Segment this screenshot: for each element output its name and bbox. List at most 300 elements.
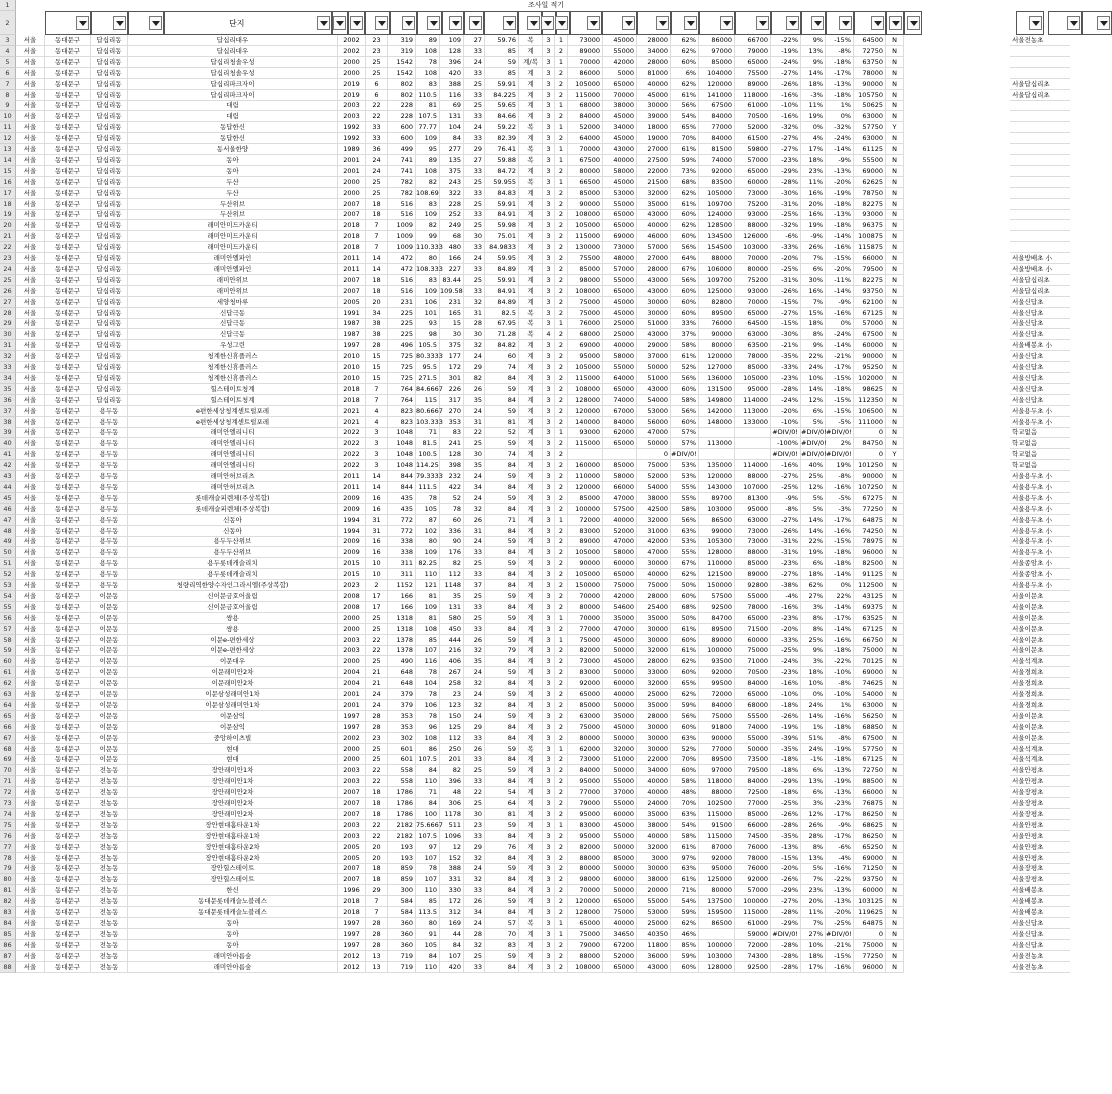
table-cell[interactable]: 계 (519, 700, 543, 711)
table-cell[interactable]: -32% (771, 220, 801, 231)
table-cell[interactable]: 60% (671, 297, 699, 308)
table-cell[interactable]: 306 (440, 798, 464, 809)
table-cell[interactable]: 61% (671, 144, 699, 155)
table-cell[interactable]: 이문동 (91, 754, 128, 765)
table-cell[interactable]: 45000 (637, 90, 671, 101)
table-cell[interactable]: N (886, 722, 904, 733)
table-cell[interactable]: 80000 (568, 863, 603, 874)
table-cell[interactable]: N (886, 711, 904, 722)
table-cell[interactable]: 3 (543, 220, 555, 231)
table-cell[interactable]: 77000 (568, 624, 603, 635)
table-cell[interactable]: 15% (801, 308, 826, 319)
table-cell[interactable]: 67500 (854, 329, 886, 340)
table-cell[interactable]: 80000 (568, 602, 603, 613)
table-cell[interactable]: 116 (416, 656, 440, 667)
table-cell[interactable]: 3 (543, 340, 555, 351)
table-cell[interactable]: 18% (801, 569, 826, 580)
table-cell[interactable]: 이문동 (91, 602, 128, 613)
table-cell[interactable]: 동대문구 (45, 220, 91, 231)
table-cell[interactable]: 1 (555, 144, 568, 155)
table-cell[interactable]: 66700 (735, 35, 771, 46)
table-cell[interactable]: 420 (440, 962, 464, 973)
table-cell[interactable]: 74250 (854, 526, 886, 537)
table-cell[interactable]: 42000 (637, 536, 671, 547)
table-cell[interactable]: 신동아 (128, 526, 338, 537)
table-cell[interactable]: 107000 (735, 482, 771, 493)
table-cell[interactable]: 24 (366, 700, 388, 711)
table-cell[interactable]: 33 (464, 188, 485, 199)
table-cell[interactable]: 28 (366, 722, 388, 733)
table-cell[interactable]: 54000 (854, 689, 886, 700)
table-cell[interactable]: 331 (440, 874, 464, 885)
table-cell[interactable]: 2018 (338, 384, 366, 395)
table-cell[interactable]: 3 (543, 689, 555, 700)
table-cell[interactable]: 64% (671, 253, 699, 264)
table-cell[interactable]: 14 (366, 253, 388, 264)
table-cell[interactable]: 20% (801, 896, 826, 907)
table-cell[interactable]: 84.72 (485, 166, 519, 177)
table-cell[interactable]: 서울용두초 小 (1010, 471, 1070, 482)
table-cell[interactable]: 71 (485, 515, 519, 526)
table-cell[interactable]: 232 (440, 471, 464, 482)
table-cell[interactable]: 82 (440, 558, 464, 569)
table-cell[interactable]: -29% (771, 885, 801, 896)
table-cell[interactable]: 59 (485, 613, 519, 624)
table-cell[interactable]: 36000 (637, 951, 671, 962)
table-cell[interactable]: 동대문구 (45, 831, 91, 842)
table-cell[interactable]: 67125 (854, 624, 886, 635)
table-cell[interactable]: 114000 (735, 395, 771, 406)
table-cell[interactable]: 13 (366, 951, 388, 962)
table-cell[interactable]: 3 (543, 188, 555, 199)
table-cell[interactable]: 47000 (603, 624, 637, 635)
table-cell[interactable]: 782 (388, 177, 416, 188)
table-cell[interactable]: 64875 (854, 515, 886, 526)
table-cell[interactable]: 25 (464, 438, 485, 449)
table-cell[interactable]: 1987 (338, 329, 366, 340)
table-cell[interactable]: 38 (366, 318, 388, 329)
table-cell[interactable]: 계 (519, 79, 543, 90)
table-cell[interactable]: 전농동 (91, 809, 128, 820)
table-cell[interactable]: 73000 (735, 536, 771, 547)
table-cell[interactable]: 1994 (338, 515, 366, 526)
filter-dropdown-button[interactable] (113, 16, 126, 30)
table-cell[interactable]: 43000 (637, 384, 671, 395)
table-cell[interactable]: 56% (671, 711, 699, 722)
table-cell[interactable]: 53% (671, 536, 699, 547)
table-cell[interactable]: 62% (801, 580, 826, 591)
table-cell[interactable]: N (886, 536, 904, 547)
table-cell[interactable]: N (886, 57, 904, 68)
table-cell[interactable]: -24% (771, 57, 801, 68)
table-cell[interactable]: 3 (543, 711, 555, 722)
table-cell[interactable]: 25 (464, 177, 485, 188)
table-cell[interactable]: N (886, 35, 904, 46)
table-cell[interactable]: 166 (388, 591, 416, 602)
table-cell[interactable]: 2019 (338, 79, 366, 90)
table-cell[interactable]: -22% (771, 35, 801, 46)
table-cell[interactable]: 계 (519, 798, 543, 809)
table-cell[interactable]: -16% (826, 482, 854, 493)
table-cell[interactable]: -16% (826, 711, 854, 722)
table-cell[interactable]: -20% (826, 907, 854, 918)
table-cell[interactable]: 59800 (735, 144, 771, 155)
table-cell[interactable]: 110000 (699, 558, 735, 569)
row-header-42[interactable]: 42 (0, 460, 16, 471)
table-cell[interactable]: 2000 (338, 188, 366, 199)
table-cell[interactable]: 서울장평초 (1010, 874, 1070, 885)
table-cell[interactable]: 84000 (699, 700, 735, 711)
table-cell[interactable]: 62% (671, 689, 699, 700)
table-cell[interactable]: 102000 (854, 373, 886, 384)
table-cell[interactable]: 3 (543, 645, 555, 656)
table-cell[interactable]: 계 (519, 133, 543, 144)
table-cell[interactable]: 3 (543, 962, 555, 973)
table-cell[interactable]: 3 (543, 907, 555, 918)
table-cell[interactable]: 서울 (16, 602, 45, 613)
table-cell[interactable]: -13% (826, 885, 854, 896)
table-cell[interactable]: 27 (464, 35, 485, 46)
table-cell[interactable]: 2003 (338, 645, 366, 656)
table-cell[interactable]: 25% (801, 471, 826, 482)
table-cell[interactable]: 동대문구 (45, 569, 91, 580)
table-cell[interactable]: 62% (671, 656, 699, 667)
table-cell[interactable]: 3 (543, 569, 555, 580)
table-cell[interactable]: -28% (771, 940, 801, 951)
table-cell[interactable]: 89500 (699, 308, 735, 319)
row-header-84[interactable]: 84 (0, 918, 16, 929)
table-cell[interactable]: 2 (555, 580, 568, 591)
table-cell[interactable]: 용두동 (91, 406, 128, 417)
table-cell[interactable]: 84.83 (485, 188, 519, 199)
table-cell[interactable]: 2010 (338, 362, 366, 373)
table-cell[interactable]: 70500 (735, 111, 771, 122)
table-cell[interactable]: #DIV/0! (826, 427, 854, 438)
table-cell[interactable]: 서울 (16, 863, 45, 874)
table-cell[interactable]: 40000 (637, 79, 671, 90)
table-cell[interactable]: 88000 (699, 787, 735, 798)
table-cell[interactable]: N (886, 111, 904, 122)
table-cell[interactable]: 115000 (568, 90, 603, 101)
table-cell[interactable]: 17% (801, 144, 826, 155)
table-cell[interactable]: 계 (519, 471, 543, 482)
table-cell[interactable]: -16% (826, 242, 854, 253)
row-header-29[interactable]: 29 (0, 318, 16, 329)
table-cell[interactable]: N (886, 504, 904, 515)
table-cell[interactable]: 93 (416, 318, 440, 329)
table-cell[interactable]: 34 (464, 482, 485, 493)
table-cell[interactable]: 전농동 (91, 798, 128, 809)
table-cell[interactable]: 375 (440, 340, 464, 351)
row-header-58[interactable]: 58 (0, 635, 16, 646)
table-cell[interactable]: 63000 (854, 111, 886, 122)
table-cell[interactable]: 216 (440, 645, 464, 656)
table-cell[interactable]: 73% (671, 166, 699, 177)
table-cell[interactable]: 3 (366, 460, 388, 471)
table-cell[interactable]: 23 (464, 820, 485, 831)
table-cell[interactable]: -18% (826, 754, 854, 765)
table-cell[interactable]: 22% (826, 591, 854, 602)
table-cell[interactable]: 84000 (735, 678, 771, 689)
table-cell[interactable]: 102 (416, 526, 440, 537)
table-cell[interactable]: 2004 (338, 667, 366, 678)
table-cell[interactable]: 19000 (637, 133, 671, 144)
table-cell[interactable]: 동대문구 (45, 482, 91, 493)
table-cell[interactable]: 3 (543, 940, 555, 951)
table-cell[interactable]: 73000 (568, 35, 603, 46)
table-cell[interactable]: 2000 (338, 177, 366, 188)
table-cell[interactable]: 서울용두초 小 (1010, 547, 1070, 558)
table-cell[interactable] (1010, 177, 1070, 188)
table-cell[interactable]: 81 (416, 100, 440, 111)
table-cell[interactable]: -28% (771, 384, 801, 395)
table-cell[interactable]: -16% (826, 863, 854, 874)
filter-dropdown-button[interactable] (527, 16, 540, 30)
table-cell[interactable]: 176 (440, 547, 464, 558)
table-cell[interactable]: 64 (485, 798, 519, 809)
table-cell[interactable]: 8% (801, 329, 826, 340)
table-cell[interactable]: N (886, 798, 904, 809)
table-cell[interactable]: N (886, 264, 904, 275)
table-cell[interactable]: 서울이문초 (1010, 613, 1070, 624)
table-cell[interactable]: 330 (440, 885, 464, 896)
table-cell[interactable]: 76000 (568, 318, 603, 329)
table-cell[interactable]: 258 (440, 678, 464, 689)
table-cell[interactable]: 80000 (568, 166, 603, 177)
row-header-36[interactable]: 36 (0, 395, 16, 406)
table-cell[interactable]: 25 (464, 613, 485, 624)
table-cell[interactable]: N (886, 318, 904, 329)
table-cell[interactable]: -17% (826, 831, 854, 842)
table-cell[interactable]: 60000 (603, 809, 637, 820)
table-cell[interactable]: 32000 (603, 744, 637, 755)
table-cell[interactable]: 88000 (699, 253, 735, 264)
table-cell[interactable]: 3 (543, 449, 555, 460)
table-cell[interactable]: 65000 (568, 689, 603, 700)
table-cell[interactable]: 2012 (338, 962, 366, 973)
table-cell[interactable]: -27% (771, 133, 801, 144)
table-cell[interactable]: 77.77 (416, 122, 440, 133)
table-cell[interactable]: 40000 (603, 515, 637, 526)
table-cell[interactable]: 계 (519, 591, 543, 602)
table-cell[interactable]: 61% (671, 199, 699, 210)
table-cell[interactable]: 이문동 (91, 733, 128, 744)
table-cell[interactable]: 25000 (603, 318, 637, 329)
table-cell[interactable]: 동대문구 (45, 318, 91, 329)
table-cell[interactable]: -9% (826, 297, 854, 308)
table-cell[interactable]: 59% (671, 155, 699, 166)
table-cell[interactable]: 62625 (854, 177, 886, 188)
table-cell[interactable]: 580 (440, 613, 464, 624)
table-cell[interactable]: N (886, 79, 904, 90)
table-cell[interactable]: 3 (543, 133, 555, 144)
table-cell[interactable]: -19% (771, 722, 801, 733)
table-cell[interactable]: 66500 (568, 177, 603, 188)
table-cell[interactable]: 103.333 (416, 417, 443, 426)
table-cell[interactable]: 계 (519, 493, 543, 504)
table-cell[interactable]: 149800 (699, 395, 735, 406)
row-header-63[interactable]: 63 (0, 689, 16, 700)
table-cell[interactable]: 600 (388, 122, 416, 133)
table-cell[interactable]: 59 (485, 896, 519, 907)
table-cell[interactable]: 25 (464, 951, 485, 962)
table-cell[interactable]: 15 (366, 373, 388, 384)
row-header-87[interactable]: 87 (0, 951, 16, 962)
table-cell[interactable]: N (886, 580, 904, 591)
table-cell[interactable]: 서울 (16, 264, 45, 275)
table-cell[interactable]: N (886, 209, 904, 220)
table-cell[interactable]: 이문e-편한세상 (128, 645, 338, 656)
table-cell[interactable]: 63% (671, 809, 699, 820)
table-cell[interactable]: 84 (485, 722, 519, 733)
table-cell[interactable]: -18% (826, 199, 854, 210)
table-cell[interactable]: 22000 (637, 754, 671, 765)
table-cell[interactable]: -25% (771, 645, 801, 656)
table-cell[interactable]: 123 (440, 700, 464, 711)
table-cell[interactable]: 96375 (854, 220, 886, 231)
table-cell[interactable]: 83 (416, 199, 440, 210)
table-cell[interactable]: 2018 (338, 896, 366, 907)
table-cell[interactable]: 133000 (735, 417, 771, 428)
table-cell[interactable]: 29 (464, 722, 485, 733)
table-cell[interactable]: 77000 (568, 787, 603, 798)
table-cell[interactable]: 96000 (854, 547, 886, 558)
table-cell[interactable]: 93000 (735, 286, 771, 297)
table-cell[interactable]: 89500 (699, 624, 735, 635)
table-cell[interactable]: 2009 (338, 547, 366, 558)
table-cell[interactable]: 84 (485, 395, 519, 406)
table-cell[interactable]: 동대문구 (45, 493, 91, 504)
table-cell[interactable]: 67% (671, 264, 699, 275)
table-cell[interactable]: N (886, 329, 904, 340)
table-cell[interactable]: 동대문구 (45, 275, 91, 286)
table-cell[interactable]: 동대문구 (45, 591, 91, 602)
table-cell[interactable]: 81.5 (416, 438, 440, 449)
table-cell[interactable]: -20% (826, 264, 854, 275)
table-cell[interactable]: 계 (519, 754, 543, 765)
table-cell[interactable]: 3 (543, 231, 555, 242)
table-cell[interactable]: 32 (464, 297, 485, 308)
table-cell[interactable]: 2023 (338, 580, 366, 591)
table-cell[interactable]: 516 (388, 275, 416, 286)
table-cell[interactable]: 33 (464, 885, 485, 896)
table-cell[interactable]: N (886, 896, 904, 907)
table-cell[interactable]: 72000 (568, 515, 603, 526)
table-cell[interactable]: 741 (388, 166, 416, 177)
table-cell[interactable]: 신이문금호어울림 (128, 591, 338, 602)
table-cell[interactable]: 15 (366, 351, 388, 362)
table-cell[interactable]: 24 (464, 471, 485, 482)
table-cell[interactable]: -23% (826, 798, 854, 809)
table-cell[interactable]: 12% (801, 809, 826, 820)
table-cell[interactable]: 두산위브 (128, 199, 338, 210)
table-cell[interactable]: 319 (388, 35, 416, 46)
table-cell[interactable]: Y (886, 449, 904, 460)
table-cell[interactable]: 131 (440, 602, 464, 613)
table-cell[interactable]: 중앙하이츠빌 (128, 733, 338, 744)
table-cell[interactable]: 계 (519, 90, 543, 101)
table-cell[interactable]: 34650 (603, 929, 637, 940)
table-cell[interactable]: 답십리동 (91, 275, 128, 286)
table-cell[interactable]: 이문동 (91, 613, 128, 624)
table-cell[interactable]: 79500 (854, 264, 886, 275)
table-cell[interactable]: 83.44 (440, 275, 464, 286)
table-cell[interactable]: 111.5 (416, 482, 440, 493)
table-cell[interactable]: -8% (826, 46, 854, 57)
table-cell[interactable]: 83000 (568, 526, 603, 537)
row-header-1[interactable]: 1 (0, 0, 16, 11)
table-cell[interactable]: -14% (826, 602, 854, 613)
table-cell[interactable]: 27500 (637, 155, 671, 166)
table-cell[interactable]: 래미안엘리니티 (128, 460, 338, 471)
table-cell[interactable]: 28000 (637, 711, 671, 722)
table-cell[interactable]: 45000 (603, 820, 637, 831)
table-cell[interactable]: 4 (543, 329, 555, 340)
row-header-83[interactable]: 83 (0, 907, 16, 918)
table-cell[interactable]: 동대문구 (45, 809, 91, 820)
table-cell[interactable]: 48000 (603, 253, 637, 264)
table-cell[interactable]: 45000 (603, 177, 637, 188)
table-cell[interactable]: -18% (826, 384, 854, 395)
table-cell[interactable]: 802 (388, 79, 416, 90)
table-cell[interactable]: 래미안엘리니티 (128, 449, 338, 460)
table-cell[interactable]: 서울 (16, 776, 45, 787)
table-cell[interactable]: 105 (416, 504, 440, 515)
table-cell[interactable]: 68% (671, 602, 699, 613)
table-cell[interactable]: 2 (555, 711, 568, 722)
table-cell[interactable]: N (886, 951, 904, 962)
table-cell[interactable]: 서울 (16, 111, 45, 122)
table-cell[interactable]: 271.5 (416, 373, 440, 384)
table-cell[interactable]: 89500 (699, 754, 735, 765)
table-cell[interactable]: 서울신답초 (1010, 929, 1070, 940)
table-cell[interactable]: 35 (464, 460, 485, 471)
table-cell[interactable]: 3 (543, 79, 555, 90)
table-cell[interactable]: 동대문구 (45, 624, 91, 635)
table-cell[interactable]: 답십리동 (91, 68, 128, 79)
table-cell[interactable]: N (886, 406, 904, 417)
row-header-81[interactable]: 81 (0, 885, 16, 896)
table-cell[interactable]: 243 (440, 177, 464, 188)
table-cell[interactable]: 계 (519, 515, 543, 526)
table-cell[interactable]: 120000 (699, 471, 735, 482)
table-cell[interactable]: 계 (519, 417, 543, 428)
table-cell[interactable]: 56% (671, 100, 699, 111)
table-cell[interactable]: 57% (671, 438, 699, 449)
row-header-75[interactable]: 75 (0, 820, 16, 831)
table-cell[interactable]: 77000 (699, 744, 735, 755)
table-cell[interactable]: 14 (366, 264, 388, 275)
table-cell[interactable]: 19% (801, 220, 826, 231)
table-cell[interactable]: 823 (388, 406, 416, 417)
table-cell[interactable]: 63000 (854, 133, 886, 144)
table-cell[interactable]: 84700 (699, 613, 735, 624)
table-cell[interactable]: 472 (388, 264, 416, 275)
table-cell[interactable]: 서울 (16, 318, 45, 329)
table-cell[interactable]: 3 (543, 754, 555, 765)
table-cell[interactable]: 120000 (568, 896, 603, 907)
table-cell[interactable]: 서울종암초 小 (1010, 558, 1070, 569)
table-cell[interactable]: 답십리동 (91, 253, 128, 264)
table-cell[interactable]: 계 (519, 831, 543, 842)
table-cell[interactable]: 85% (671, 940, 699, 951)
table-cell[interactable]: 193 (388, 853, 416, 864)
table-cell[interactable]: 3 (543, 264, 555, 275)
table-cell[interactable]: 435 (388, 493, 416, 504)
table-cell[interactable]: 78000 (735, 602, 771, 613)
table-cell[interactable]: 계 (519, 602, 543, 613)
table-cell[interactable]: 청계한신휴플러스 (128, 351, 338, 362)
